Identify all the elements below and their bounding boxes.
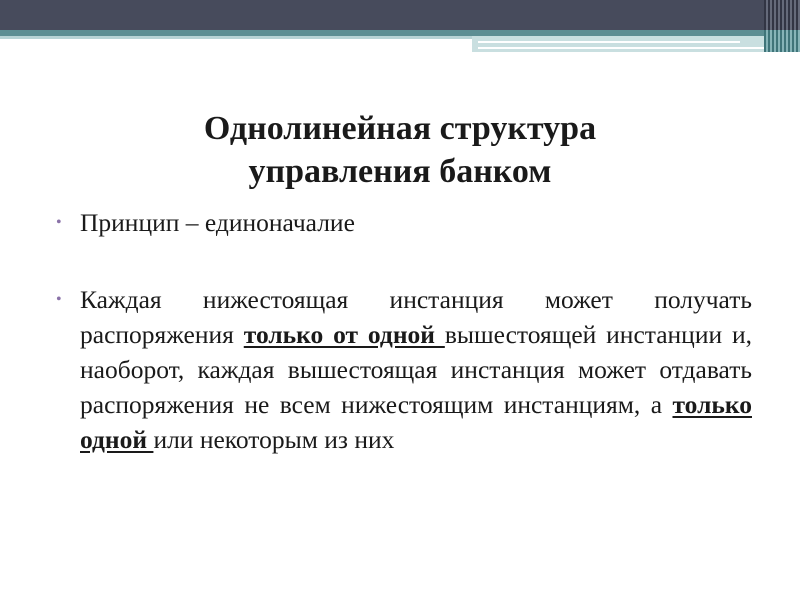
bullet-text: Принцип – единоначалие: [80, 208, 355, 237]
bullet-emphasis: только от одной: [243, 320, 445, 349]
slide-title: [100, 107, 700, 193]
bullet-item: [56, 205, 752, 240]
bullet-text: [80, 282, 752, 457]
header-edge-stripes-teal: [764, 30, 800, 52]
bullet-item: [56, 282, 752, 457]
bullet-list: [56, 205, 752, 457]
title-line-2: управления банком: [248, 153, 552, 190]
bullet-marker-icon: •: [56, 214, 62, 231]
bullet-text-part: Каждая нижестоящая инстанция может получать распоряжения: [80, 285, 752, 349]
header-band-light-left: [0, 36, 472, 39]
bullet-text-part: или некоторым из них: [153, 425, 395, 454]
bullet-text-part: вышестоящей инстанции и, наоборот, каждая вышестоящая инстанция может отдавать распоряжения не всем нижестоящим инстанциям, а: [80, 320, 752, 419]
bullet-emphasis: только одной: [80, 390, 752, 454]
header-accent-line: [478, 47, 768, 49]
header-accent-line: [478, 41, 740, 43]
header-band-dark: [0, 0, 800, 30]
title-line-1: Однолинейная структура: [203, 110, 597, 147]
header-band-light-right: [472, 36, 800, 52]
bullet-marker-icon: •: [56, 291, 62, 308]
